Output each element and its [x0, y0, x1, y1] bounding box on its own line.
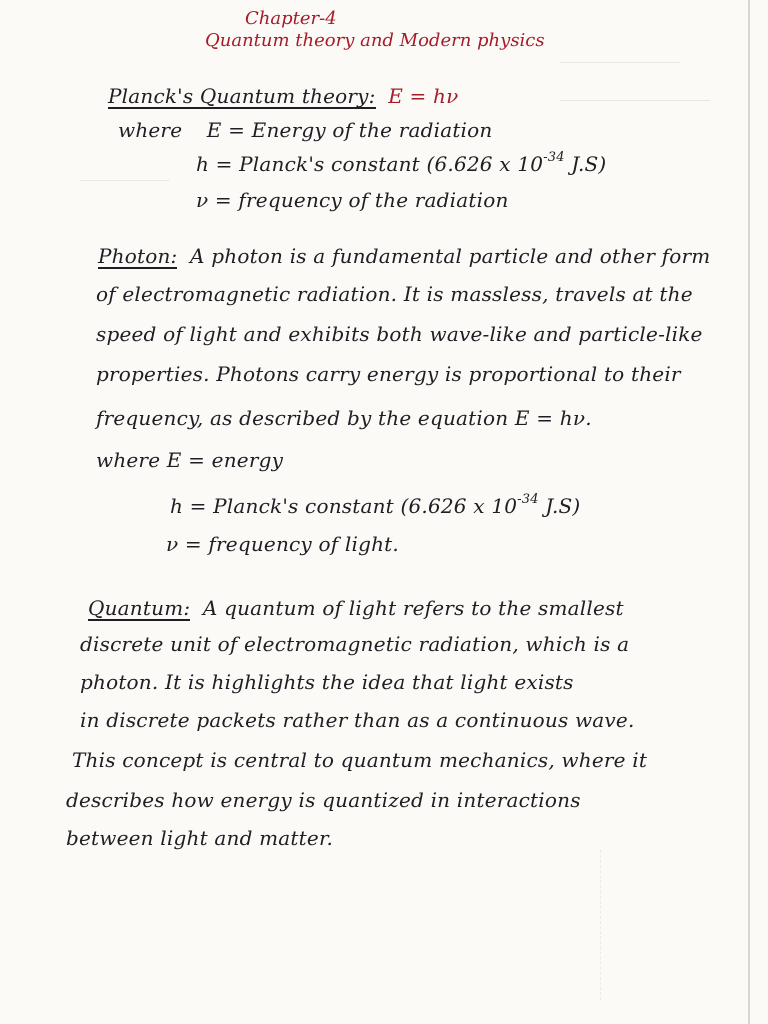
photon-text-1: A photon is a fundamental particle and other form: [190, 244, 711, 268]
photon-line-5: [96, 406, 592, 430]
bleed-through-mark: [80, 180, 170, 191]
bleed-through-mark: [600, 850, 661, 1000]
photon-line-8: [166, 532, 399, 556]
photon-text-5: frequency, as described by the equation E = hν.: [96, 406, 592, 430]
planck-equation: E = hν: [388, 84, 459, 108]
photon-text-4: properties. Photons carry energy is proportional to their: [96, 362, 681, 386]
photon-constant-exponent: -34: [517, 492, 539, 508]
quantum-text-3: photon. It is highlights the idea that light exists: [80, 670, 574, 694]
photon-heading: Photon:: [98, 244, 178, 268]
quantum-line-4: [80, 708, 635, 732]
planck-where-line: [118, 118, 492, 142]
quantum-line-7: [66, 826, 333, 850]
planck-where: where: [118, 118, 183, 142]
quantum-line-5: [72, 748, 647, 772]
quantum-line-6: [66, 788, 581, 812]
quantum-line-3: [80, 670, 574, 694]
photon-frequency-def: ν = frequency of light.: [166, 532, 399, 556]
photon-line-3: [96, 322, 703, 346]
photon-text-6: where E = energy: [96, 448, 284, 472]
photon-constant-unit: J.S): [545, 494, 581, 518]
planck-energy-def: E = Energy of the radiation: [206, 118, 493, 142]
planck-constant-line: [196, 152, 606, 176]
quantum-heading: Quantum:: [88, 596, 191, 620]
planck-constant-exponent: -34: [543, 150, 565, 166]
planck-constant-unit: J.S): [571, 152, 607, 176]
quantum-text-2: discrete unit of electromagnetic radiation, which is a: [80, 632, 630, 656]
photon-text-2: of electromagnetic radiation. It is massless, travels at the: [96, 282, 693, 306]
page-margin-line: [748, 0, 750, 1024]
bleed-through-mark: [560, 100, 710, 111]
quantum-text-4: in discrete packets rather than as a continuous wave.: [80, 708, 635, 732]
photon-constant-def: h = Planck's constant (6.626 x 10: [170, 494, 518, 518]
planck-frequency-def: ν = frequency of the radiation: [196, 188, 509, 212]
quantum-text-6: describes how energy is quantized in interactions: [66, 788, 581, 812]
quantum-text-1: A quantum of light refers to the smallest: [202, 596, 624, 620]
quantum-line-1: [88, 596, 624, 621]
photon-line-1: [98, 244, 710, 269]
bleed-through-mark: [560, 62, 680, 73]
chapter-subtitle: Quantum theory and Modern physics: [205, 30, 545, 51]
quantum-text-7: between light and matter.: [66, 826, 334, 850]
planck-constant-def: h = Planck's constant (6.626 x 10: [196, 152, 544, 176]
quantum-line-2: [80, 632, 629, 656]
planck-heading-line: [108, 84, 459, 109]
photon-line-7: [170, 494, 580, 518]
planck-frequency-line: [196, 188, 509, 212]
planck-heading: Planck's Quantum theory:: [108, 84, 376, 108]
photon-line-6: [96, 448, 283, 472]
quantum-text-5: This concept is central to quantum mechanics, where it: [72, 748, 648, 772]
photon-line-2: [96, 282, 693, 306]
photon-line-4: [96, 362, 681, 386]
photon-text-3: speed of light and exhibits both wave-like and particle-like: [96, 322, 703, 346]
chapter-title: Chapter-4: [245, 8, 337, 29]
